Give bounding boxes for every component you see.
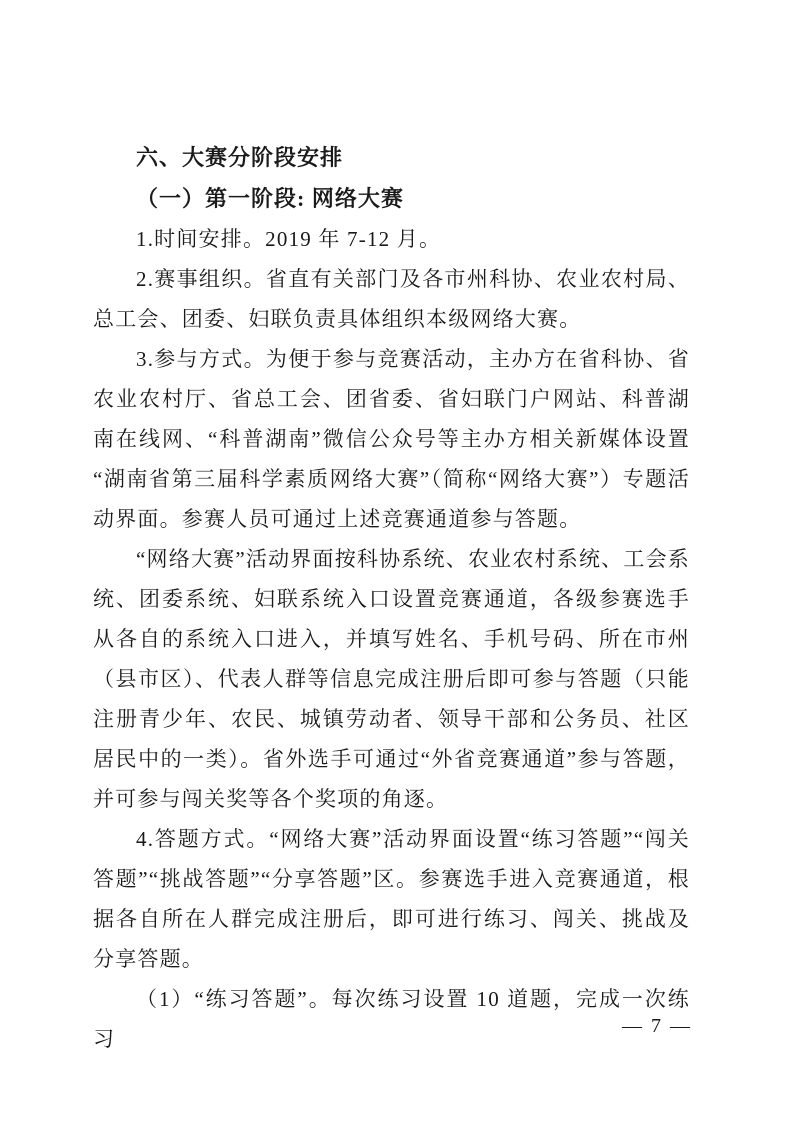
paragraph-practice-answering: （1）“练习答题”。每次练习设置 10 道题，完成一次练习 — [93, 987, 690, 1051]
paragraph-time-arrangement: 1.时间安排。2019 年 7-12 月。 — [136, 227, 442, 251]
subsection-heading: （一）第一阶段: 网络大赛 — [136, 186, 404, 211]
paragraph-answering-method: 4.答题方式。“网络大赛”活动界面设置“练习答题”“闯关答题”“挑战答题”“分享答题”区。参赛选手进入竞赛通道，根据各自所在人群完成注册后，即可进行练习、闯关、挑战及分享答题。 — [93, 827, 690, 971]
paragraph-competition-channels: “网络大赛”活动界面按科协系统、农业农村系统、工会系统、团委系统、妇联系统入口设置竞赛通道，各级参赛选手从各自的系统入口进入，并填写姓名、手机号码、所在市州（县市区）、代表人群等信息完成注册后即可参与答题（只能注册青少年、农民、城镇劳动者、领导干部和公务员、社区居民中的一类）。省外选手可通过“外省竞赛通道”参与答题，并可参与闯关奖等各个奖项的角逐。 — [93, 547, 690, 811]
paragraph-participation-method: 3.参与方式。为便于参与竞赛活动，主办方在省科协、省农业农村厅、省总工会、团省委、省妇联门户网站、科普湖南在线网、“科普湖南”微信公众号等主办方相关新媒体设置“湖南省第三届科学素质网络大赛”（简称“网络大赛”）专题活动界面。参赛人员可通过上述竞赛通道参与答题。 — [93, 347, 690, 531]
document-body — [93, 137, 690, 1059]
paragraph-event-organization: 2.赛事组织。省直有关部门及各市州科协、农业农村局、总工会、团委、妇联负责具体组织本级网络大赛。 — [93, 267, 690, 331]
page-number: — 7 — — [622, 1015, 692, 1037]
section-heading: 六、大赛分阶段安排 — [136, 145, 344, 170]
